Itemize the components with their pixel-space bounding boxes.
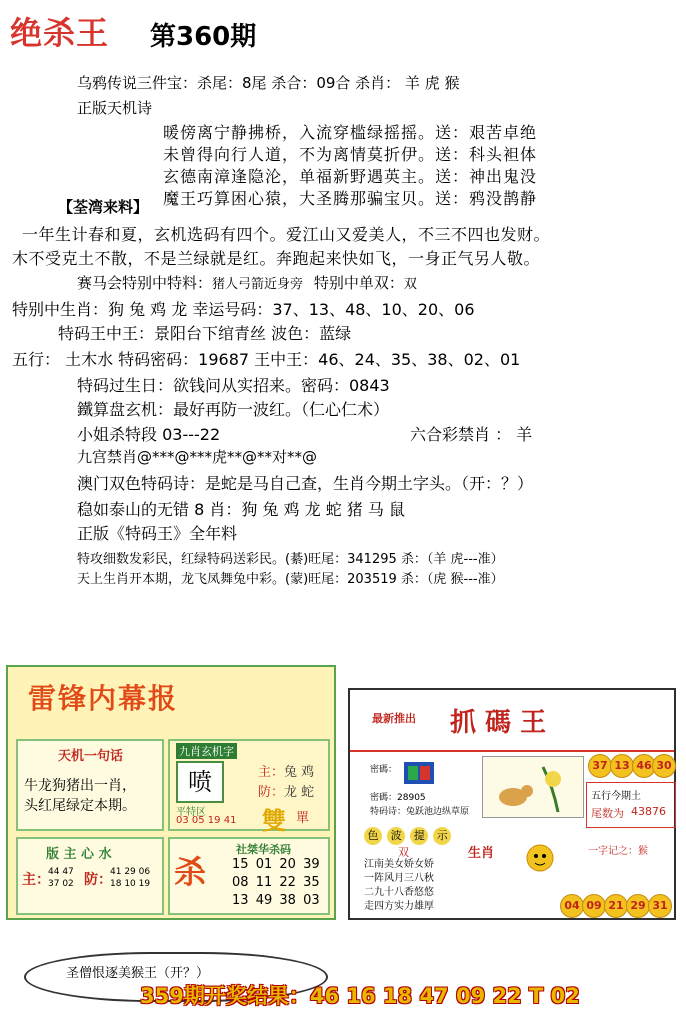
tag-ti: 提: [410, 827, 428, 845]
tag-bo: 波: [387, 827, 405, 845]
sha-char: 杀: [174, 853, 207, 891]
shuang-char: 雙: [262, 807, 286, 835]
jiuxiao-title: 九肖玄机字: [176, 743, 237, 759]
main-row: [258, 761, 314, 780]
ball-top: 13: [610, 754, 634, 778]
banzhu-box: [16, 837, 164, 915]
wuxing-label: 五行今期土: [591, 791, 641, 802]
zhu-nums-2: 37 02: [48, 879, 74, 889]
line-wencuo: 稳如泰山的无错 8 肖：狗 兔 鸡 龙 蛇 猪 马 鼠: [77, 500, 405, 519]
line-jinxiao: 六合彩禁肖 ： 羊: [410, 425, 533, 444]
miqma-label-2: 密碼：: [370, 793, 398, 803]
logo-red-block: [420, 766, 430, 780]
shema-num: 38: [279, 893, 296, 908]
miqma-row: [370, 790, 426, 803]
danshuang-label: 特别中单双：: [313, 274, 404, 292]
ball-bottom: 31: [648, 894, 672, 918]
def-row: [258, 781, 314, 800]
line-jiugong: 九宫禁肖@***@***虎**@**对**@: [77, 448, 318, 466]
fang-nums-1: 41 29 06: [110, 867, 151, 877]
shuang-label: 双: [398, 846, 409, 859]
dan-char: 單: [296, 811, 310, 826]
shema-row-3: [232, 893, 320, 908]
line-yinian: 一年生计春和夏，玄机选码有四个。爱江山又爱美人，不三不四也发财。: [22, 225, 551, 244]
ball-bottom: 04: [560, 894, 584, 918]
leifeng-panel: [6, 665, 336, 920]
sun-icon: [510, 836, 570, 876]
tianji-box: [16, 739, 164, 831]
shema-num: 15: [232, 857, 249, 872]
ball-bottom: 09: [582, 894, 606, 918]
danshuang-value: 双: [403, 277, 417, 292]
ball-bottom: 21: [604, 894, 628, 918]
cloud-text: 圣僧恨逐美猴王（开？）: [66, 966, 210, 981]
main-value: 兔 鸡: [284, 765, 315, 780]
line-wuya: 乌鸦传说三件宝：杀尾：8尾 杀合：09合 杀肖： 羊 虎 猴: [77, 74, 460, 92]
zhuamawang-header: [350, 690, 674, 752]
weishu-value: 43876: [631, 805, 666, 818]
poem-line-3: 玄德南漳逢隐沦，单福新野遇英主。送：神出鬼没: [163, 167, 538, 186]
pingte-label: 平特区: [176, 807, 206, 818]
wuxing-box: [586, 782, 676, 828]
line-quannian: 正版《特码王》全年料: [77, 524, 238, 543]
ball-top: 30: [652, 754, 676, 778]
illustration: [482, 756, 584, 818]
main-label: 主：: [258, 765, 285, 780]
line-saima: [77, 272, 417, 293]
def-label: 防：: [258, 785, 285, 800]
line-quanwan: 【荃湾来料】: [58, 198, 149, 216]
tag-shi: 示: [433, 827, 451, 845]
tianji-poem-2: 头红尾绿定本期。: [24, 798, 136, 814]
shema-num: 20: [279, 857, 296, 872]
brand-title: 绝杀王: [10, 14, 110, 52]
ball-top: 37: [588, 754, 612, 778]
poem-line-4: 魔王巧算困心猿，大圣腾那骗宝贝。送：鸦没鹊静: [163, 189, 538, 208]
shema-num: 22: [279, 875, 296, 890]
logo-green-block: [408, 766, 418, 780]
line-zhengban: 正版天机诗: [77, 99, 153, 117]
shema-num: 01: [255, 857, 273, 872]
shema-row-1: [232, 857, 320, 872]
tag-se: 色: [364, 827, 382, 845]
tianji-poem-1: 牛龙狗猪出一肖，: [24, 778, 136, 794]
right-poem-line: 二九十八香悠悠: [364, 887, 434, 898]
fang-nums-2: 18 10 19: [110, 879, 151, 889]
jiuxiao-box: [168, 739, 330, 835]
saima-label: 赛马会特别中特料：: [77, 274, 213, 292]
line-shengri: 特码过生日：欲钱问从实招来。密码：0843: [77, 376, 390, 395]
zhuamawang-tag: 最新推出: [372, 712, 416, 725]
line-wuxing: 五行： 土木水 特码密码：19687 王中王：46、24、35、38、02、01: [12, 350, 521, 369]
zhu-label: 主：: [22, 872, 50, 888]
fang-label: 防：: [84, 872, 112, 888]
miqma-value: 28905: [397, 793, 426, 803]
leifeng-title: 雷锋内幕报: [28, 682, 179, 715]
line-tiesuan: 鐵算盘玄机：最好再防一波红。（仁心仁术）: [77, 400, 390, 419]
logo-icon: [404, 762, 434, 784]
weishu-label: 尾数为: [591, 807, 624, 820]
shema-title: 社桀华杀码: [236, 843, 291, 856]
shema-row-2: [232, 875, 320, 890]
right-poem-line: 一阵风月三八秋: [364, 873, 434, 884]
rabbit-icon: [483, 757, 583, 817]
zhu-nums-1: 44 47: [48, 867, 74, 877]
shema-num: 11: [255, 875, 273, 890]
right-poem-line: 走四方实力雄厚: [364, 901, 434, 912]
right-poem: [364, 858, 434, 914]
miqma-label: 密碼：: [370, 765, 398, 775]
shema-num: 03: [303, 893, 320, 908]
ball-bottom: 29: [626, 894, 650, 918]
shema-num: 13: [232, 893, 249, 908]
tianji-title: 天机一句话: [58, 749, 124, 764]
line-shengxiao: 特别中生肖：狗 兔 鸡 龙 幸运号码：37、13、48、10、20、06: [12, 300, 475, 319]
line-aomen: 澳门双色特码诗：是蛇是马自己查，生肖今期土字头。（开：？）: [77, 474, 534, 493]
shema-num: 39: [303, 857, 320, 872]
shema-num: 49: [255, 893, 273, 908]
shema-num: 35: [303, 875, 320, 890]
ball-top: 46: [632, 754, 656, 778]
tags-row: [364, 824, 451, 845]
teshi-value: 兔跃池边纵草原: [406, 807, 470, 817]
banzhu-title: 版 主 心 水: [46, 847, 112, 862]
teshi-row: [370, 804, 469, 817]
poem-line-2: 未曾得向行人道，不为离情莫折伊。送：科头袒体: [163, 145, 538, 164]
teshi-label: 特码诗：: [370, 807, 407, 817]
right-poem-line: 江南美女娇女娇: [364, 859, 434, 870]
line-xiaojie: 小姐杀特段 03---22: [77, 425, 221, 444]
big-char: 喷: [176, 761, 224, 803]
line-tegong: 特攻细数发彩民，红绿特码送彩民。(綦)旺尾：341295 杀：（羊 虎---准）: [77, 552, 504, 567]
zhuamawang-title: 抓 碼 王: [450, 708, 547, 738]
saima-value: 猪人弓箭近身旁: [212, 277, 304, 292]
line-tianshang: 天上生肖开本期，龙飞凤舞兔中彩。(蒙)旺尾：203519 杀：（虎 猴---准）: [77, 572, 504, 587]
pingte-nums: 03 05 19 41: [176, 815, 237, 826]
line-wangzhongwang: 特码王中王：景阳台下绾青丝 波色：蓝绿: [58, 324, 352, 343]
shengxiao-label: 生肖: [468, 846, 495, 861]
issue-number: 第360期: [150, 22, 257, 52]
shema-num: 08: [232, 875, 249, 890]
shema-box: [168, 837, 330, 915]
yizi-label: 一字记之：猴: [588, 846, 648, 857]
line-mubu: 木不受克土不散，不是兰绿就是红。奔跑起来快如飞，一身正气另人敬。: [12, 249, 541, 268]
poem-line-1: 暖傍离宁静拂桥，入流穿槛绿摇摇。送：艰苦卓绝: [163, 123, 538, 142]
zhuamawang-panel: [348, 688, 676, 920]
draw-result: 359期开奖结果：46 16 18 47 09 22 T 02: [140, 984, 580, 1008]
def-value: 龙 蛇: [284, 785, 315, 800]
